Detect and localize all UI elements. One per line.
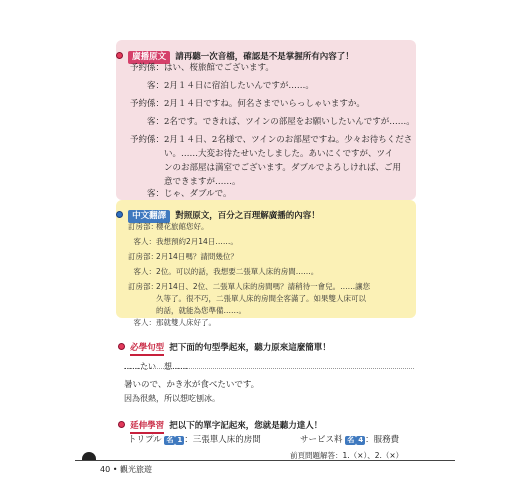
vocab-item-1: [128, 433, 261, 445]
grammar-heading: 把下面的句型學起來，聽力原來這麼簡單！: [169, 343, 331, 353]
accent-badge: 1: [177, 436, 183, 444]
translation-line: 訂房部：2月14日嗎？請問幾位？: [128, 252, 238, 261]
translation-heading: 對照原文，百分之百理解廣播的內容！: [175, 211, 320, 221]
vocab-word: サービス料: [300, 435, 343, 445]
grammar-example-jp: 暑いので、かき氷が食べたいです。: [124, 380, 260, 390]
translation-line: 客人：那就雙人床好了。: [133, 318, 216, 327]
footer-separator: •: [112, 465, 118, 474]
broadcast-line: 予約係：2月１４日ですね。何名さまでいらっしゃいますか。: [129, 99, 365, 109]
grammar-pattern-row: [124, 354, 414, 369]
pushpin-icon: [116, 211, 123, 218]
broadcast-header: [116, 44, 354, 64]
broadcast-line: ンのお部屋は満室でございます。ダブルでよろしければ、ご用: [164, 163, 401, 173]
broadcast-heading: 請再聽一次音檔，確認是不是掌握所有內容了！: [175, 52, 354, 62]
translation-header: [116, 203, 320, 223]
vocab-meaning: ：服務費: [365, 435, 400, 445]
vocab-header: [118, 413, 322, 434]
vocab-item-2: [300, 433, 399, 445]
grammar-example-cn: 因為很熱，所以想吃刨冰。: [124, 394, 220, 403]
page-number: 40: [100, 465, 111, 474]
broadcast-line: 予約係：2月１４日、2名様で、ツインのお部屋ですね。少々お待ちくださ: [129, 135, 413, 145]
translation-line: 訂房部：櫻花旅館您好。: [128, 222, 209, 231]
chapter-title: 觀光旅遊: [120, 465, 152, 474]
accent-badge: 4: [358, 436, 364, 444]
previous-answer: 前頁問題解答：1.（×）、2.（×）: [290, 451, 404, 460]
part-of-speech-badge: 名: [166, 436, 174, 444]
broadcast-line: 客：2月１４日に宿泊したいんですが……。: [146, 81, 314, 91]
vocab-word: トリプル: [128, 435, 162, 445]
broadcast-line: 客：2名です。できれば、ツインの部屋をお願いしたいんですが……。: [146, 117, 415, 127]
broadcast-tag: 廣播原文: [128, 51, 170, 64]
broadcast-line: 意できますが……。: [164, 177, 241, 187]
pushpin-icon: [116, 52, 123, 59]
page-footer: [100, 464, 152, 475]
translation-line: 訂房部：2月14日、2位、二張單人床的房間嗎？請稍待一會兒。……讓您: [128, 282, 371, 291]
pushpin-icon: [118, 343, 125, 350]
translation-line: 久等了。很不巧，二張單人床的房間全客滿了。如果雙人床可以: [156, 294, 366, 303]
broadcast-line: 予約係：はい、桜旅館でございます。: [129, 63, 274, 73]
page-tab-icon: [82, 452, 96, 460]
broadcast-line: 客：じゃ、ダブルで。: [146, 189, 232, 199]
translation-line: 客人：2位。可以的話，我想要二張單人床的房間……。: [133, 267, 319, 276]
translation-line: 的話，就能為您準備……。: [156, 306, 246, 315]
vocab-heading: 把以下的單字記起來，您就是聽力達人！: [169, 421, 323, 431]
part-of-speech-badge: 名: [347, 436, 355, 444]
translation-tag: 中文翻譯: [128, 210, 170, 223]
grammar-header: [118, 335, 331, 356]
grammar-pattern: ……たい 想……: [124, 362, 188, 371]
vocab-meaning: ：三張單人床的房間: [184, 435, 261, 445]
pushpin-icon: [118, 421, 125, 428]
footer-rule: [75, 460, 455, 461]
broadcast-line: い。……大変お待たせいたしました。あいにくですが、ツイ: [164, 149, 394, 159]
vocab-label: 延伸學習: [130, 421, 164, 434]
translation-line: 客人：我想預約2月14日……。: [133, 237, 238, 246]
grammar-label: 必學句型: [130, 343, 164, 356]
